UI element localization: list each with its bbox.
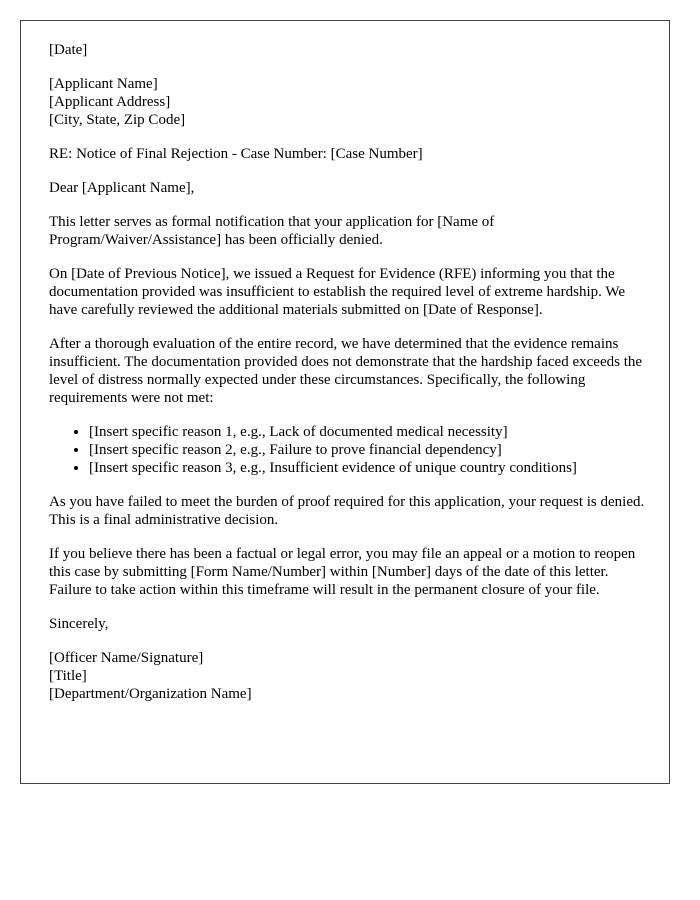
applicant-name: [Applicant Name] bbox=[49, 76, 158, 92]
body-paragraph-appeal: If you believe there has been a factual or legal error, you may file an appeal or a motion to reopen this case by submitting [Form Name/Number] within [Number] days of the date of this letter. Failure to take action within this timeframe will result in the permanent closure of your file. bbox=[49, 546, 636, 598]
signature-block bbox=[49, 649, 649, 703]
body-paragraph-decision: As you have failed to meet the burden of proof required for this application, your request is denied. This is a final administrative decision. bbox=[49, 494, 645, 528]
letter-date: [Date] bbox=[49, 42, 88, 58]
department-name: [Department/Organization Name] bbox=[49, 686, 252, 702]
list-item: • [Insert specific reason 2, e.g., Failure to prove financial dependency] bbox=[89, 441, 649, 459]
officer-title: [Title] bbox=[49, 668, 87, 684]
officer-name: [Officer Name/Signature] bbox=[49, 650, 204, 666]
list-item: • [Insert specific reason 3, e.g., Insufficient evidence of unique country conditions] bbox=[89, 459, 649, 477]
list-item: • [Insert specific reason 1, e.g., Lack of documented medical necessity] bbox=[89, 423, 649, 441]
body-paragraph-rfe: On [Date of Previous Notice], we issued a Request for Evidence (RFE) informing you that the documentation provided was insufficient to establish the required level of extreme hardship. We have carefully reviewed the additional materials submitted on [Date of Response]. bbox=[49, 266, 625, 318]
applicant-address-block bbox=[49, 75, 649, 129]
body-paragraph-notification: This letter serves as formal notification that your application for [Name of Program/Waiver/Assistance] has been officially denied. bbox=[49, 214, 495, 248]
applicant-city-state-zip: [City, State, Zip Code] bbox=[49, 112, 186, 128]
body-paragraph-evaluation: After a thorough evaluation of the entire record, we have determined that the evidence remains insufficient. The documentation provided does not demonstrate that the hardship faced exceeds the level of distress normally expected under these circumstances. Specifically, the following requirements were not met: bbox=[49, 336, 643, 406]
applicant-address: [Applicant Address] bbox=[49, 94, 171, 110]
signoff: Sincerely, bbox=[49, 616, 109, 632]
salutation: Dear [Applicant Name], bbox=[49, 180, 195, 196]
unmet-requirements-list bbox=[49, 423, 649, 477]
re-line: RE: Notice of Final Rejection - Case Number: [Case Number] bbox=[49, 146, 423, 162]
letter-document bbox=[20, 20, 670, 784]
